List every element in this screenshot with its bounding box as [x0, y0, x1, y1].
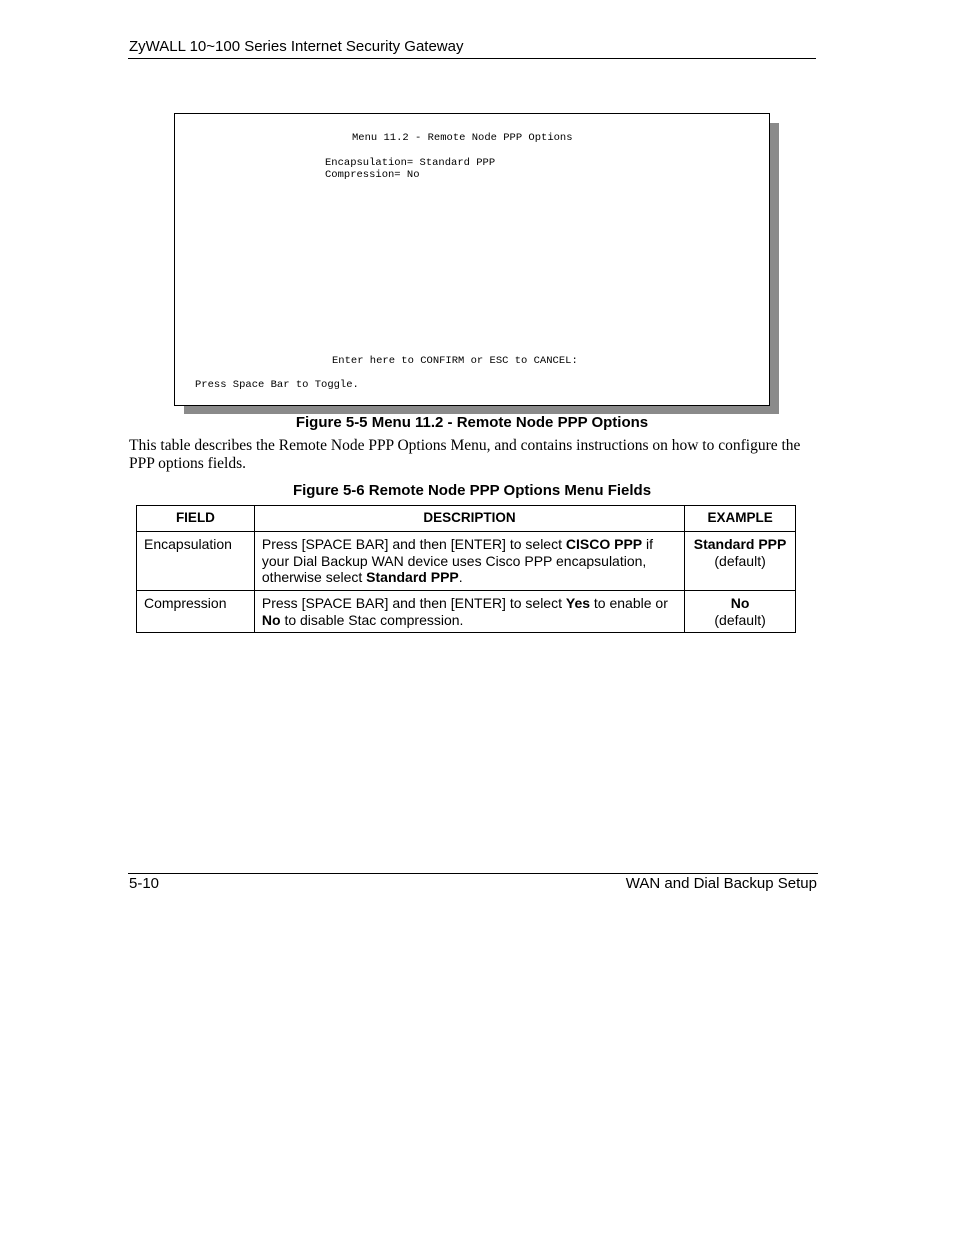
confirm-prompt: Enter here to CONFIRM or ESC to CANCEL:: [332, 355, 578, 367]
row-example: [685, 532, 796, 591]
toggle-hint: Press Space Bar to Toggle.: [195, 379, 359, 391]
page-number: 5-10: [129, 875, 160, 892]
terminal-screen: [174, 113, 770, 406]
row-field-compression: Compression: [137, 591, 255, 633]
menu-title: Menu 11.2 - Remote Node PPP Options: [352, 132, 573, 144]
figure-caption: Figure 5-5 Menu 11.2 - Remote Node PPP Options: [295, 414, 649, 431]
compression-line: Compression= No: [325, 169, 420, 181]
desc-text: Press [SPACE BAR] and then [ENTER] to select: [261, 595, 566, 611]
table-header-row: [137, 506, 796, 532]
row-description: [254, 532, 684, 591]
desc-bold: Standard PPP: [366, 569, 459, 585]
example-note: (default): [714, 552, 766, 569]
table-row: [137, 532, 796, 591]
header-field: FIELD: [137, 506, 255, 532]
desc-bold: CISCO PPP: [565, 536, 643, 552]
table-caption: Figure 5-6 Remote Node PPP Options Menu Fields: [292, 482, 652, 499]
header-example: EXAMPLE: [685, 506, 796, 532]
footer-section-title: WAN and Dial Backup Setup: [625, 875, 817, 892]
page-header-title: ZyWALL 10~100 Series Internet Security Gateway: [129, 38, 464, 55]
fields-table: [136, 505, 796, 633]
row-field-encapsulation: Encapsulation: [137, 532, 255, 591]
desc-text: to disable Stac compression.: [280, 611, 464, 628]
footer-rule: [128, 873, 818, 874]
encapsulation-line: Encapsulation= Standard PPP: [325, 157, 496, 169]
intro-paragraph: This table describes the Remote Node PPP Options Menu, and contains instructions on how to configure the PPP options fields.: [129, 437, 801, 472]
row-description: [254, 591, 684, 633]
header-rule: [128, 58, 816, 59]
desc-bold: No: [261, 611, 281, 628]
desc-text: to enable or: [590, 595, 668, 611]
row-example: [685, 591, 796, 633]
example-value: Standard PPP: [693, 536, 787, 552]
desc-text: Press [SPACE BAR] and then [ENTER] to select: [261, 536, 566, 552]
example-note: (default): [714, 611, 766, 628]
desc-text: if your Dial Backup WAN device uses Cisco PPP encapsulation, otherwise select: [261, 536, 654, 585]
header-description: DESCRIPTION: [254, 506, 684, 532]
table-row: [137, 591, 796, 633]
desc-text: .: [458, 569, 463, 585]
example-value: No: [730, 595, 750, 611]
desc-bold: Yes: [565, 595, 591, 611]
